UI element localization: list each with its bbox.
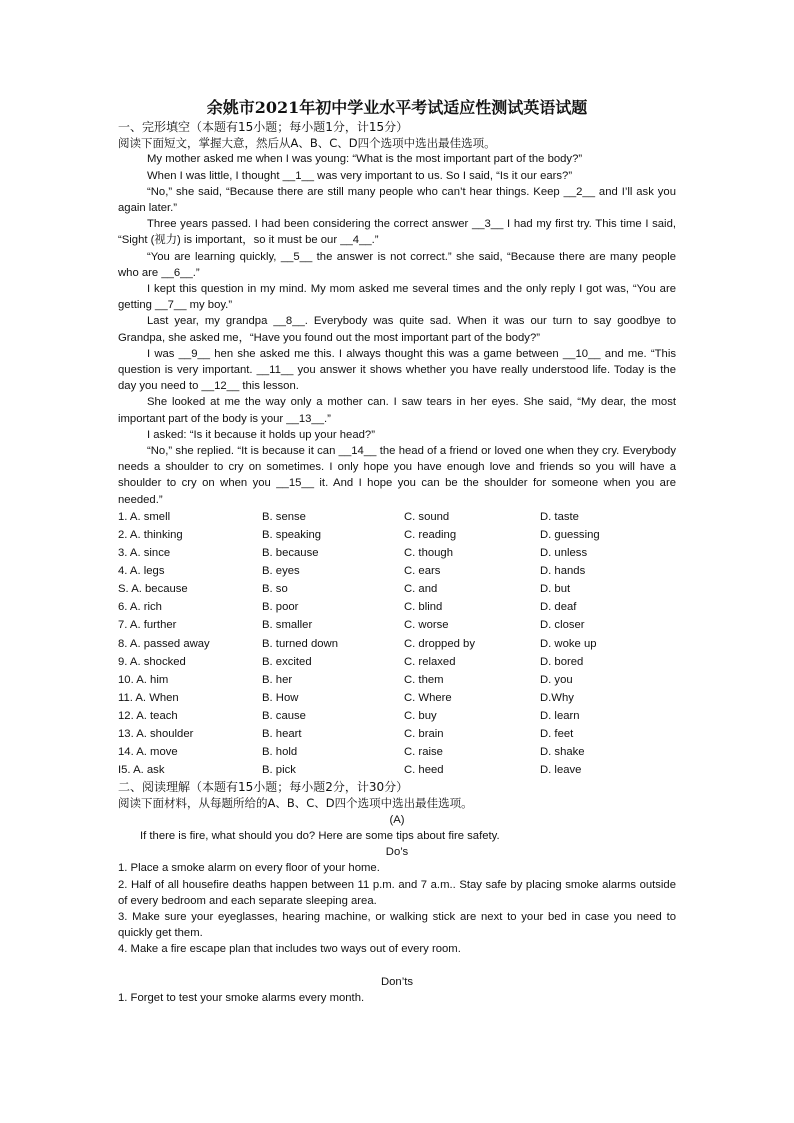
option: B. so: [262, 583, 288, 596]
part-label: (A): [389, 813, 405, 826]
option: C. reading: [404, 528, 457, 541]
option: D. guessing: [540, 528, 600, 541]
exam-title: 余姚市2021年初中学业水平考试适应性测试英语试题: [206, 98, 588, 117]
option: D. closer: [540, 619, 585, 632]
reading-intro: If there is fire, what should you do? Here are some tips about fire safety.: [140, 829, 500, 842]
passage-paragraph: I was __9__ hen she asked me this. I always thought this was a game between __10__ and me. “This question is very important. __11__ you answer it shows whether you have really understood life. Today is the day you need to __12__ this lesson.: [118, 347, 676, 393]
option: 14. A. move: [118, 746, 178, 759]
option: B. turned down: [262, 637, 338, 650]
passage-paragraph: “You are learning quickly, __5__ the answer is not correct.” she said, “Because there are many people who are __6__.”: [118, 250, 676, 279]
option: 13. A. shoulder: [118, 728, 194, 740]
option: 12. A. teach: [118, 709, 178, 722]
option: B. sense: [262, 510, 306, 523]
option: C. raise: [404, 746, 443, 759]
option: B. smaller: [262, 619, 313, 632]
cloze-passage: [118, 151, 676, 507]
spacer: [118, 958, 676, 974]
option: C. buy: [404, 709, 437, 722]
option: C. relaxed: [404, 655, 456, 668]
option: D. but: [540, 583, 571, 596]
option: B. speaking: [262, 528, 322, 541]
option: 4. A. legs: [118, 565, 165, 578]
passage-paragraph: She looked at me the way only a mother can. I saw tears in her eyes. She said, “My dear, the most important part of the body is your __13__.”: [118, 396, 676, 425]
passage-paragraph: Last year, my grandpa __8__. Everybody was quite sad. When it was our turn to say goodbye to Grandpa, she asked me，“Have you found out the most important part of the body?”: [118, 315, 676, 344]
option: D. learn: [540, 709, 580, 722]
passage-paragraph: I kept this question in my mind. My mom asked me several times and the only reply I got was, “You are getting __7__ my boy.”: [118, 283, 676, 312]
option: C. brain: [404, 728, 444, 740]
option: D. woke up: [540, 637, 597, 650]
option: 6. A. rich: [118, 601, 162, 614]
section1-heading: 一、完形填空（本题有15小题；每小题1分，计15分）: [118, 120, 409, 134]
option: B. because: [262, 547, 319, 560]
option: 10. A. him: [118, 673, 169, 686]
option: C. dropped by: [404, 637, 475, 650]
option: D. bored: [540, 655, 584, 668]
option: S. A. because: [118, 583, 188, 596]
option: 3. A. since: [118, 547, 171, 560]
option: D.Why: [540, 691, 574, 704]
option: D. feet: [540, 728, 574, 740]
passage-paragraph: “No,” she said, “Because there are still many people who can’t hear things. Keep __2__ and I’ll ask you again later.”: [118, 185, 676, 215]
section2-instruction: 阅读下面材料，从每题所给的A、B、C、D四个选项中选出最佳选项。: [118, 796, 473, 811]
option: B. How: [262, 691, 299, 704]
cloze-options: [118, 508, 676, 779]
option: C. heed: [404, 764, 444, 777]
option: D. unless: [540, 547, 588, 560]
option: B. poor: [262, 601, 299, 614]
passage-paragraph: “No,” she replied. “It is because it can __14__ the head of a friend or loved one when they cry. Everybody needs a shoulder to cry on sometimes. I only hope you have enough love and friends so you will have a shoulder to cry on when you __15__ it. And I hope you can be the shoulder for someone when you are needed.”: [118, 445, 676, 506]
section1-instruction: 阅读下面短文，掌握大意，然后从A、B、C、D四个选项中选出最佳选项。: [118, 136, 496, 151]
option: C. sound: [404, 510, 450, 523]
option: C. though: [404, 547, 453, 560]
option: D. shake: [540, 746, 585, 759]
passage-paragraph: Three years passed. I had been considering the correct answer __3__ I had my first try. This time I said, “Sight (视力) is important，so it must be our __4__.”: [118, 218, 676, 247]
option: B. pick: [262, 764, 296, 777]
option: B. heart: [262, 728, 302, 740]
passage-paragraph: I asked: “Is it because it holds up your head?”: [147, 428, 375, 441]
option: D. you: [540, 673, 573, 686]
option: B. her: [262, 673, 293, 686]
option: C. worse: [404, 619, 449, 632]
dos-item: 2. Half of all housefire deaths happen between 11 p.m. and 7 a.m.. Stay safe by placing smoke alarms outside of every bedroom and each separate sleeping area.: [118, 878, 676, 907]
option: 9. A. shocked: [118, 655, 186, 668]
option: 7. A. further: [118, 619, 177, 632]
option: B. eyes: [262, 565, 300, 578]
option: C. blind: [404, 601, 443, 614]
dos-item: 1. Place a smoke alarm on every floor of your home.: [118, 862, 380, 875]
dos-heading: Do’s: [385, 846, 409, 859]
option: 11. A. When: [118, 691, 179, 704]
option: C. Where: [404, 691, 452, 704]
donts-item: 1. Forget to test your smoke alarms every month.: [118, 991, 365, 1004]
option: B. hold: [262, 746, 298, 759]
dos-item: 3. Make sure your eyeglasses, hearing machine, or walking stick are next to your bed in case you need to quickly get them.: [118, 910, 676, 940]
option: B. excited: [262, 655, 312, 668]
option: D. taste: [540, 510, 579, 523]
option: D. leave: [540, 764, 582, 777]
option: C. them: [404, 673, 444, 686]
passage-paragraph: My mother asked me when I was young: “What is the most important part of the body?”: [147, 153, 583, 166]
option: I5. A. ask: [118, 764, 165, 777]
exam-page: [118, 98, 676, 1006]
option: B. cause: [262, 709, 306, 722]
option: 1. A. smell: [118, 510, 171, 523]
option: C. and: [404, 583, 438, 596]
dos-item: 4. Make a fire escape plan that includes two ways out of every room.: [118, 943, 461, 956]
option: D. deaf: [540, 601, 577, 614]
passage-paragraph: When I was little, I thought __1__ was very important to us. So I said, “Is it our ears?”: [147, 169, 573, 182]
option: D. hands: [540, 565, 586, 578]
section2-heading: 二、阅读理解（本题有15小题；每小题2分，计30分）: [118, 780, 409, 795]
option: C. ears: [404, 565, 441, 578]
option: 8. A. passed away: [118, 637, 210, 650]
option: 2. A. thinking: [118, 528, 183, 541]
donts-heading: Don’ts: [380, 975, 414, 988]
